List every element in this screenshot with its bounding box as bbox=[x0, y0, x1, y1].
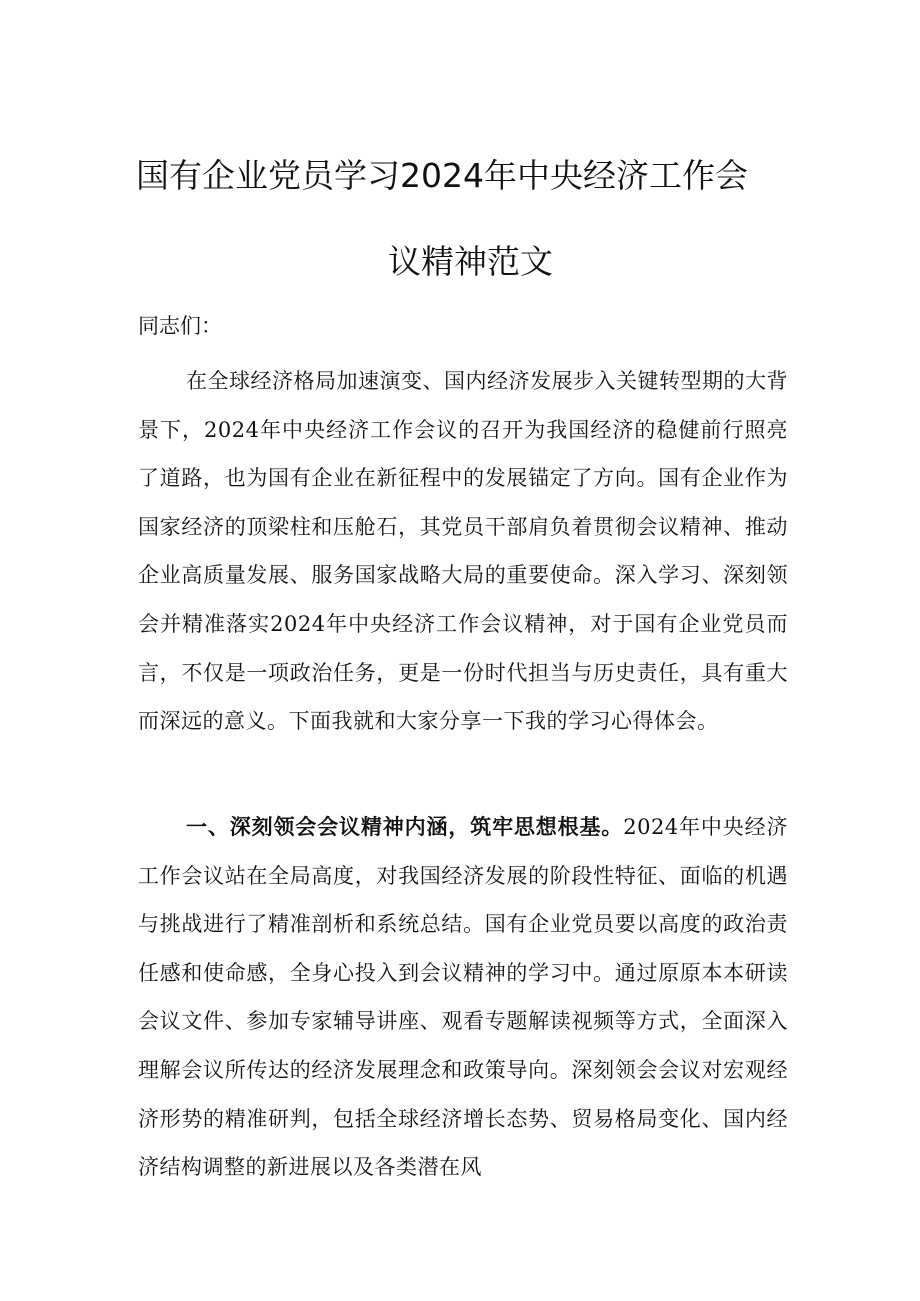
section-1-body: 2024年中央经济工作会议站在全局高度，对我国经济发展的阶段性特征、面临的机遇与挑战进行了精准剖析和系统总结。国有企业党员要以高度的政治责任感和使命感，全身心投入到会议精神的学习中。通过原原本本研读会议文件、参加专家辅导讲座、观看专题解读视频等方式，全面深入理解会议所传达的经济发展理念和政策导向。深刻领会会议对宏观经济形势的精准研判，包括全球经济增长态势、贸易格局变化、国内经济结构调整的新进展以及各类潜在风 bbox=[138, 815, 789, 1180]
paragraph-section-1 bbox=[138, 803, 788, 1192]
document-title-line-2: 议精神范文 bbox=[388, 242, 553, 281]
paragraph-intro: 在全球经济格局加速演变、国内经济发展步入关键转型期的大背景下，2024年中央经济工作会议的召开为我国经济的稳健前行照亮了道路，也为国有企业在新征程中的发展锚定了方向。国有企业作为国家经济的顶梁柱和压舱石，其党员干部肩负着贯彻会议精神、推动企业高质量发展、服务国家战略大局的重要使命。深入学习、深刻领会并精准落实2024年中央经济工作会议精神，对于国有企业党员而言，不仅是一项政治任务，更是一份时代担当与历史责任，具有重大而深远的意义。下面我就和大家分享一下我的学习心得体会。 bbox=[138, 369, 788, 734]
salutation: 同志们： bbox=[138, 314, 222, 338]
document-title-line-1: 国有企业党员学习2024年中央经济工作会 bbox=[136, 156, 748, 195]
section-1-heading: 一、深刻领会会议精神内涵，筑牢思想根基。 bbox=[186, 814, 624, 839]
